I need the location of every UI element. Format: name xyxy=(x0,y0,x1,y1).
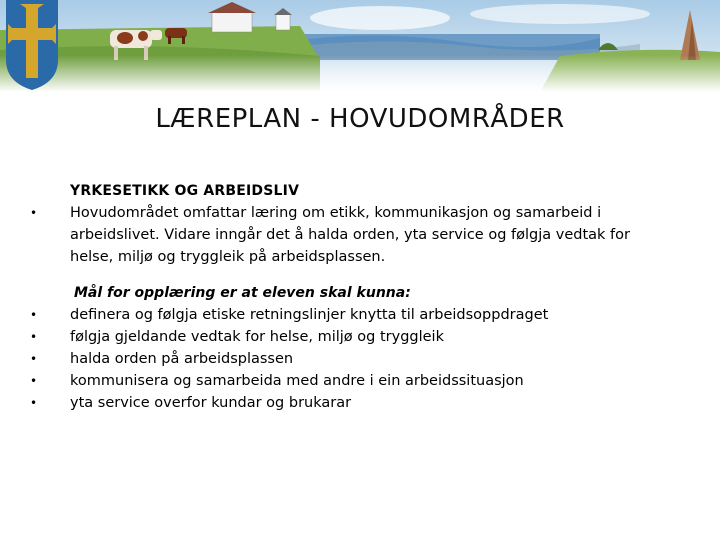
list-item xyxy=(0,392,720,414)
bullet-icon: • xyxy=(30,352,38,366)
header-banner xyxy=(0,0,720,92)
list-item-text: følgja gjeldande vedtak for helse, miljø og tryggleik xyxy=(70,329,444,345)
list-item xyxy=(0,370,720,392)
bullet-icon: • xyxy=(30,206,38,220)
list-item xyxy=(0,304,720,326)
list-item-text: kommunisera og samarbeida med andre i ein arbeidssituasjon xyxy=(70,373,524,389)
bullet-icon: • xyxy=(30,374,38,388)
list-item xyxy=(0,326,720,348)
section2-heading: Mål for opplæring er at eleven skal kunna: xyxy=(74,285,411,301)
coat-of-arms-logo xyxy=(6,0,58,90)
slide-title: LÆREPLAN - HOVUDOMRÅDER xyxy=(155,104,565,134)
list-item-text: yta service overfor kundar og brukarar xyxy=(70,395,352,411)
list-item-text: halda orden på arbeidsplassen xyxy=(70,351,294,367)
landscape-banner-image xyxy=(0,0,720,92)
bullet-icon: • xyxy=(30,330,38,344)
section1-line: arbeidslivet. Vidare inngår det å halda orden, yta service og følgja vedtak for xyxy=(70,227,630,243)
bullet-icon: • xyxy=(30,396,38,410)
section1-heading: YRKESETIKK OG ARBEIDSLIV xyxy=(70,183,300,199)
section1-line: Hovudområdet omfattar læring om etikk, kommunikasjon og samarbeid i xyxy=(70,205,602,221)
slide-content xyxy=(0,180,720,414)
bullet-icon: • xyxy=(30,308,38,322)
section1-description xyxy=(0,202,720,268)
list-item-text: definera og følgja etiske retningslinjer knytta til arbeidsoppdraget xyxy=(70,307,549,323)
list-item xyxy=(0,348,720,370)
section1-line: helse, miljø og tryggleik på arbeidsplassen. xyxy=(70,249,386,265)
